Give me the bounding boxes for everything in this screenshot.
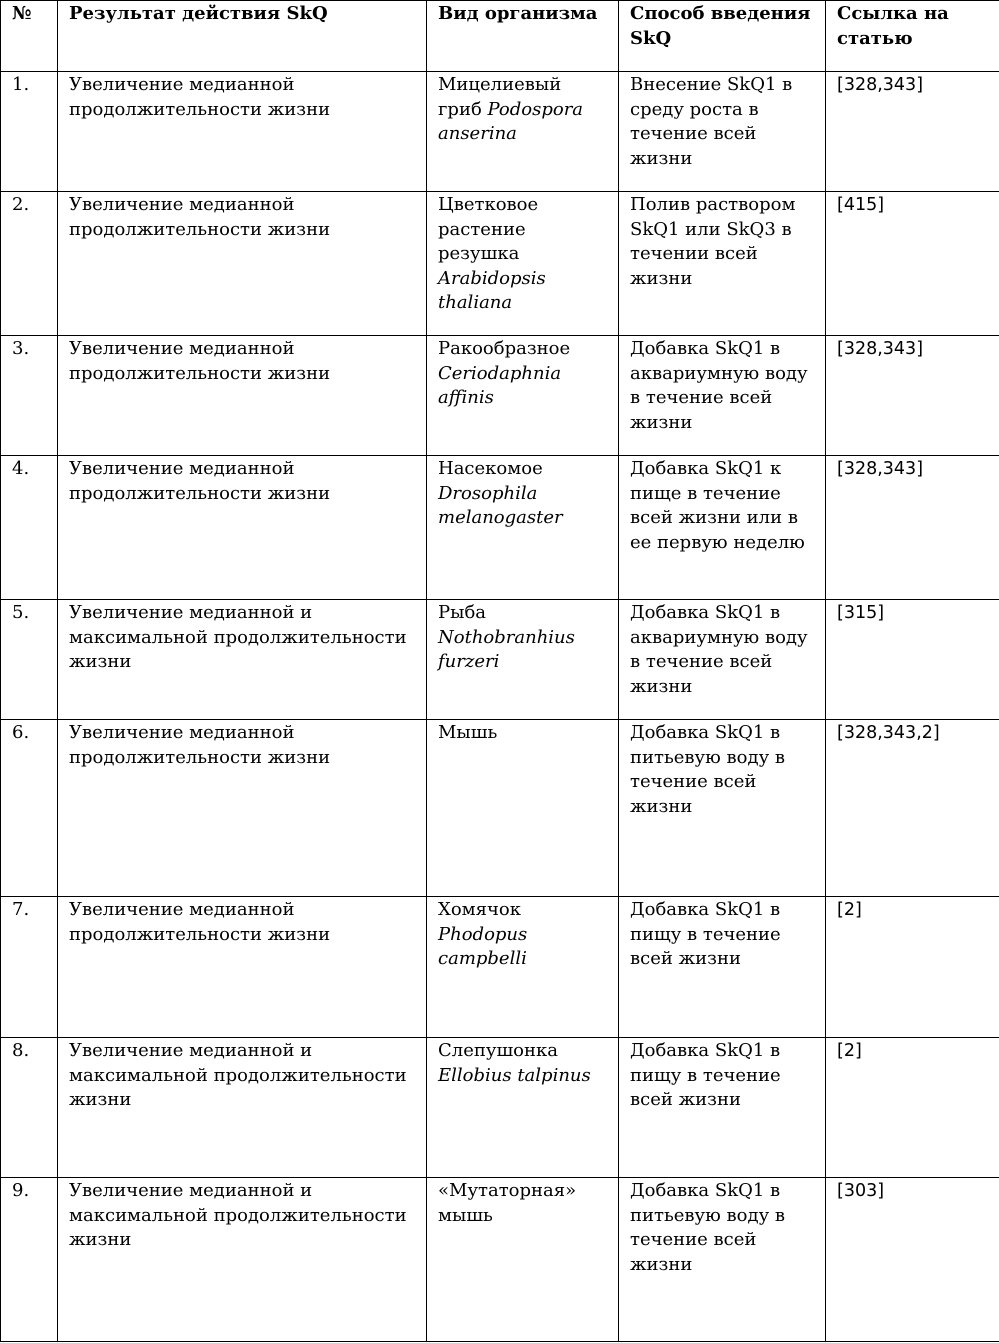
row-number: 2. [1,192,58,336]
method-cell: Полив раствором SkQ1 или SkQ3 в течении всей жизни [619,192,826,336]
reference-cell: [328,343] [826,72,999,192]
row-number: 5. [1,600,58,720]
method-cell: Добавка SkQ1 в питьевую воду в течение всей жизни [619,720,826,897]
result-cell: Увеличение медианной продолжительности жизни [58,72,427,192]
organism-species-name: Arabidopsis thaliana [438,267,546,313]
method-cell: Добавка SkQ1 в питьевую воду в течение всей жизни [619,1178,826,1342]
table-row [1,1038,999,1178]
reference-cell: [328,343,2] [826,720,999,897]
row-number: 4. [1,456,58,600]
result-cell: Увеличение медианной и максимальной продолжительности жизни [58,600,427,720]
organism-cell [427,897,619,1038]
table-row [1,600,999,720]
reference-cell: [315] [826,600,999,720]
organism-species-name: Phodopus campbelli [438,923,528,969]
organism-common-name: Мицелиевый гриб [438,74,562,120]
organism-common-name: Мышь [438,722,498,743]
header-reference: Ссылка на статью [826,1,999,72]
row-number: 3. [1,336,58,456]
result-cell: Увеличение медианной продолжительности жизни [58,192,427,336]
row-number: 1. [1,72,58,192]
table-row [1,1178,999,1342]
result-cell: Увеличение медианной и максимальной продолжительности жизни [58,1038,427,1178]
method-cell: Добавка SkQ1 в пищу в течение всей жизни [619,897,826,1038]
reference-cell: [2] [826,1038,999,1178]
table-row [1,336,999,456]
reference-cell: [328,343] [826,456,999,600]
row-number: 9. [1,1178,58,1342]
method-cell: Добавка SkQ1 в аквариумную воду в течение всей жизни [619,600,826,720]
organism-cell [427,456,619,600]
method-cell: Добавка SkQ1 в пищу в течение всей жизни [619,1038,826,1178]
organism-common-name: «Мутаторная» мышь [438,1180,577,1226]
row-number: 6. [1,720,58,897]
header-method: Способ введения SkQ [619,1,826,72]
reference-cell: [303] [826,1178,999,1342]
header-row [1,1,999,72]
organism-cell [427,336,619,456]
organism-cell [427,192,619,336]
result-cell: Увеличение медианной продолжительности жизни [58,897,427,1038]
header-num: № [1,1,58,72]
row-number: 7. [1,897,58,1038]
organism-cell [427,72,619,192]
result-cell: Увеличение медианной продолжительности жизни [58,720,427,897]
method-cell: Внесение SkQ1 в среду роста в течение всей жизни [619,72,826,192]
organism-cell [427,1038,619,1178]
organism-common-name: Хомячок [438,899,521,920]
table-row [1,72,999,192]
organism-species-name: Ceriodaphnia affinis [438,362,562,408]
table-row [1,456,999,600]
organism-common-name: Насекомое [438,458,543,479]
method-cell: Добавка SkQ1 к пище в течение всей жизни или в ее первую неделю [619,456,826,600]
result-cell: Увеличение медианной и максимальной продолжительности жизни [58,1178,427,1342]
row-number: 8. [1,1038,58,1178]
reference-cell: [2] [826,897,999,1038]
organism-species-name: Nothobranhius furzeri [438,626,575,672]
table-row [1,897,999,1038]
organism-cell [427,600,619,720]
organism-cell [427,720,619,897]
organism-common-name: Слепушонка [438,1040,558,1061]
result-cell: Увеличение медианной продолжительности жизни [58,456,427,600]
organism-common-name: Ракообразное [438,338,571,359]
organism-species-name: Ellobius talpinus [438,1064,591,1086]
organism-species-name: Drosophila melanogaster [438,482,563,528]
method-cell: Добавка SkQ1 в аквариумную воду в течение всей жизни [619,336,826,456]
table-row [1,192,999,336]
organism-species-name: Podospora anserina [438,98,584,144]
table-row [1,720,999,897]
result-cell: Увеличение медианной продолжительности жизни [58,336,427,456]
reference-cell: [415] [826,192,999,336]
organism-common-name: Цветковое растение резушка [438,194,539,264]
header-organism: Вид организма [427,1,619,72]
organism-common-name: Рыба [438,602,487,623]
organism-cell [427,1178,619,1342]
header-result: Результат действия SkQ [58,1,427,72]
reference-cell: [328,343] [826,336,999,456]
